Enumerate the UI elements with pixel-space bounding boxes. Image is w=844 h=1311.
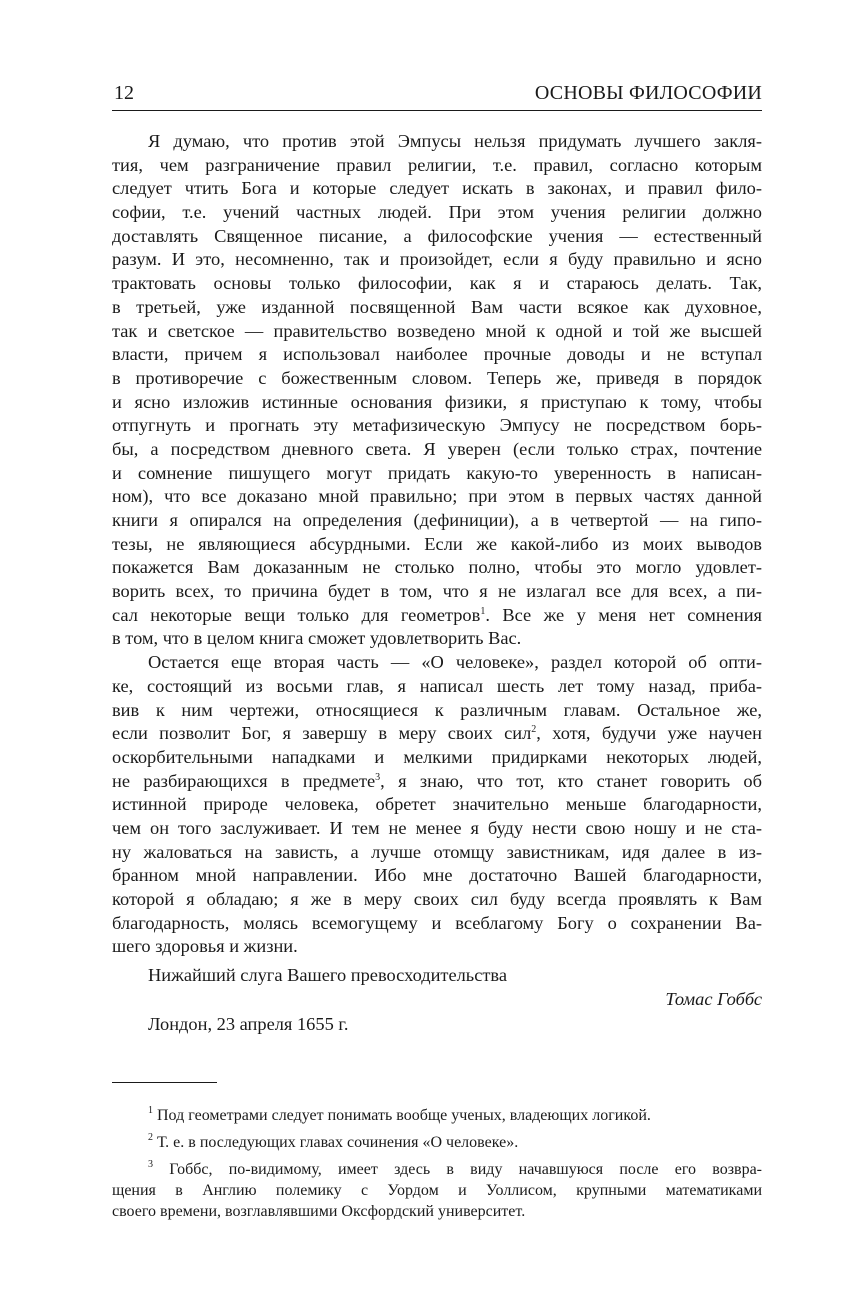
text-fragment: , хотя, будучи уже научен <box>536 723 762 744</box>
footnote-1 <box>112 1105 762 1126</box>
footnote-body: Гоббс, по-видимому, имеет здесь в виду начавшуюся после его возвра- <box>169 1161 762 1178</box>
footnote-number: 1 <box>148 1105 153 1116</box>
footnote-divider <box>112 1082 217 1083</box>
text-line: которой я обладаю; я же в меру своих сил буду всегда проявлять к Вам <box>112 889 762 909</box>
footnote-body: Под геометрами следует понимать вообще ученых, владеющих логикой. <box>157 1107 651 1124</box>
text-fragment: , я знаю, что тот, кто станет говорить об <box>380 770 762 791</box>
text-line-with-footnote <box>112 770 762 794</box>
text-line: книги я опирался на определения (дефиниции), а в четвертой — на гипо- <box>112 510 762 530</box>
text-line: ном), что все доказано мной правильно; при этом в первых частях данной <box>112 486 762 507</box>
text-line: бы, а посредством дневного света. Я уверен (если только страх, почтение <box>112 438 762 459</box>
text-line: Остается еще вторая часть — «О человеке», раздел которой об опти- <box>148 652 762 673</box>
text-line: бранном мной направлении. Ибо мне достаточно Вашей благодарности, <box>112 865 762 886</box>
running-title: ОСНОВЫ ФИЛОСОФИИ <box>534 82 762 104</box>
footnote-2 <box>112 1132 762 1153</box>
text-line: софии, т.е. учений частных людей. При этом учения религии должно <box>112 202 762 223</box>
text-fragment: если позволит Бог, я завершу в меру своих сил <box>112 723 532 744</box>
running-header <box>112 78 762 111</box>
footnote-ref-1[interactable]: 1 <box>480 605 486 617</box>
footnote-ref-2[interactable]: 2 <box>531 724 537 736</box>
text-line: вив к ним чертежи, относящиеся к различным главам. Остальное же, <box>112 699 762 720</box>
text-line: в том, что в целом книга сможет удовлетворить Вас. <box>112 628 522 649</box>
footnote-text: щения в Англию полемику с Уордом и Уоллисом, крупными математиками <box>112 1182 762 1199</box>
footnote-3 <box>112 1159 762 1222</box>
text-line: Я думаю, что против этой Эмпусы нельзя придумать лучшего закля- <box>148 131 762 151</box>
text-fragment: не разбирающихся в предмете <box>112 770 376 791</box>
text-line: оскорбительными нападками и мелкими придирками некоторых людей, <box>112 746 762 767</box>
text-line: тезы, не являющиеся абсурдными. Если же какой-либо из моих выводов <box>112 533 762 554</box>
text-line: истинной природе человека, обретет значительно меньше благодарности, <box>112 794 762 815</box>
text-line: власти, причем я использовал наиболее прочные доводы и не вступал <box>112 344 762 365</box>
page-number: 12 <box>114 82 134 104</box>
text-line: доставлять Священное писание, а философские учения — естественный <box>112 225 762 246</box>
text-line: отпугнуть и прогнать эту метафизическую Эмпусу не посредством борь- <box>112 415 762 436</box>
text-line-with-footnote <box>112 722 762 746</box>
text-line: ке, состоящий из восьми глав, я написал шесть лет тому назад, прибa- <box>112 675 762 696</box>
text-line: так и светское — правительство возведено мной к одной и той же высшей <box>112 320 762 341</box>
footnote-number: 2 <box>148 1132 153 1143</box>
text-line: следует чтить Бога и которые следует искать в законах, и правил фило- <box>112 178 762 199</box>
text-line: покажется Вам доказанным не столько полно, чтобы это могло удовлет- <box>112 557 762 578</box>
text-line: ну жаловаться на зависть, а лучше отомщу завистникам, идя далее в из- <box>112 841 762 862</box>
footnote-text: своего времени, возглавлявшими Оксфордский университет. <box>112 1203 526 1220</box>
text-line: и ясно изложив истинные основания физики, я приступаю к тому, чтобы <box>112 391 762 412</box>
footnote-text <box>112 1159 762 1180</box>
footnote-body: Т. е. в последующих главах сочинения «О человеке». <box>157 1134 519 1151</box>
text-fragment: сал некоторые вещи только для геометров <box>112 604 481 625</box>
text-line: в противоречие с божественным словом. Теперь же, приведя в порядок <box>112 367 762 388</box>
text-line: ворить всех, то причина будет в том, что я не излагал все для всех, а пи- <box>112 581 762 602</box>
footnote-text <box>112 1105 762 1126</box>
footnote-ref-3[interactable]: 3 <box>375 771 381 783</box>
text-line: разум. И это, несомненно, так и произойдет, если я буду правильно и ясно <box>112 249 762 270</box>
footnote-number: 3 <box>148 1159 153 1170</box>
text-line: шего здоровья и жизни. <box>112 936 298 957</box>
text-fragment: . Все же у меня нет сомнения <box>485 604 762 625</box>
text-line: трактовать основы только философии, как я и стараюсь делать. Так, <box>112 273 762 294</box>
text-line: в третьей, уже изданной посвященной Вам части всякое как духовное, <box>112 296 762 317</box>
closing-salutation: Нижайший слуга Вашего превосходительства <box>148 965 508 985</box>
text-line: и сомнение пишущего могут придать какую-то уверенность в написан- <box>112 462 762 483</box>
footnote-text <box>112 1132 762 1153</box>
text-line: благодарность, молясь всемогущему и всеблагому Богу о сохранении Ва- <box>112 912 762 933</box>
signature: Томас Гоббс <box>665 989 762 1009</box>
text-line-with-footnote <box>112 604 762 628</box>
text-line: тия, чем разграничение правил религии, т.е. правил, согласно которым <box>112 154 762 175</box>
main-text <box>112 130 762 959</box>
place-date: Лондон, 23 апреля 1655 г. <box>148 1014 349 1034</box>
text-line: чем он того заслуживает. И тем не менее я буду нести свою ношу и не ста- <box>112 817 762 838</box>
